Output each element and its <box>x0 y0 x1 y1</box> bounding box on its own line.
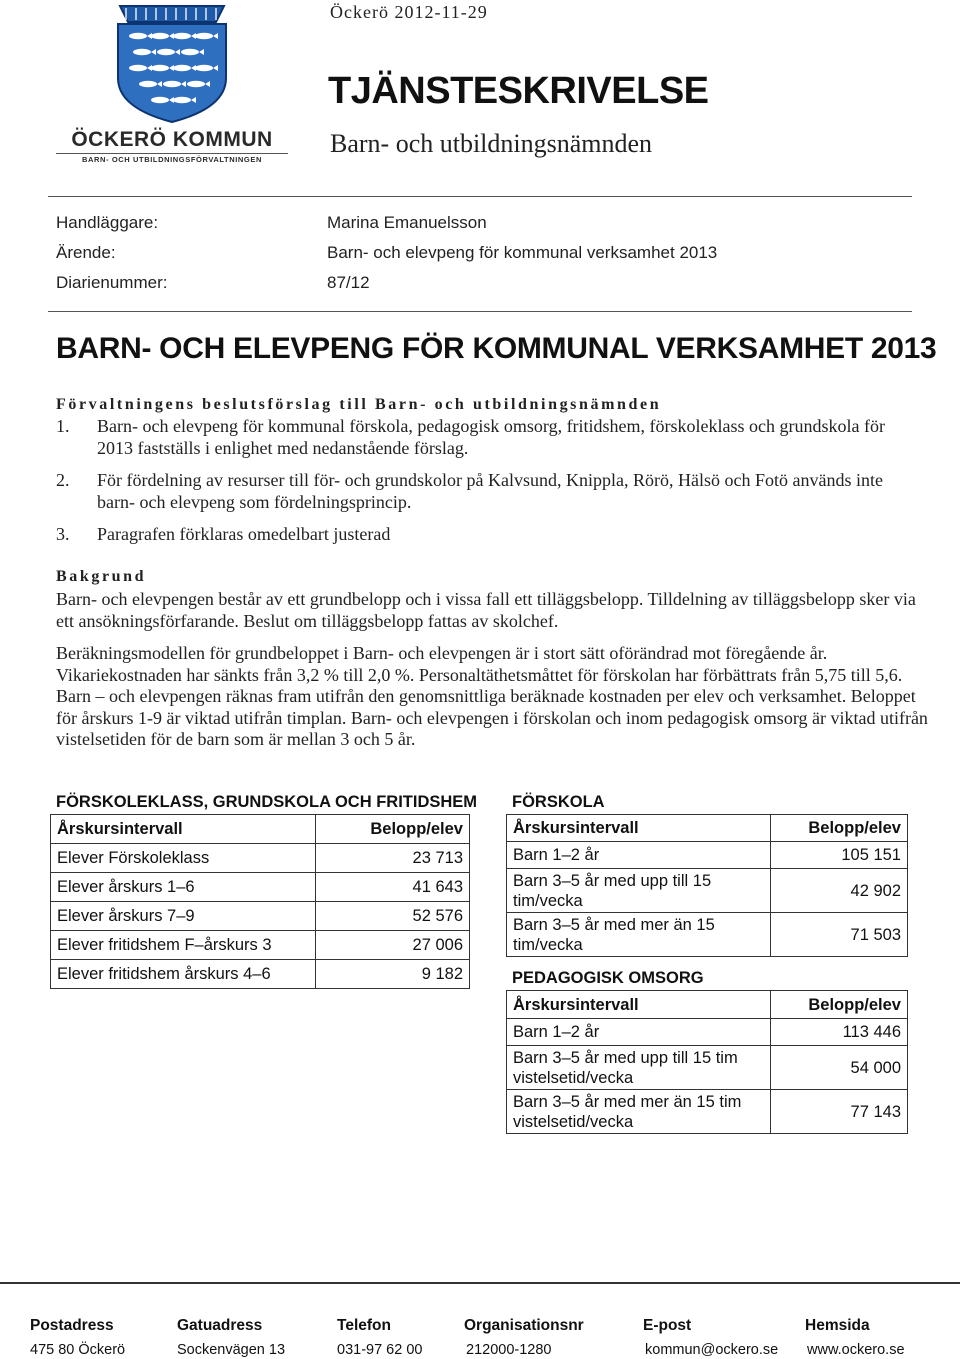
footer-website-link[interactable]: www.ockero.se <box>807 1342 905 1358</box>
table-header-row <box>507 815 908 842</box>
row-label: Elever årskurs 1–6 <box>51 873 316 902</box>
row-label: Barn 3–5 år med mer än 15 tim vistelsetid/vecka <box>507 1090 771 1134</box>
footer-telefon: 031-97 62 00 <box>337 1342 423 1358</box>
municipality-logo <box>56 0 288 164</box>
footer-label-organisationsnr: Organisationsnr <box>464 1317 584 1334</box>
proposal-heading: Förvaltningens beslutsförslag till Barn- och utbildningsnämnden <box>56 396 662 413</box>
footer-label-telefon: Telefon <box>337 1317 391 1334</box>
coat-of-arms-icon <box>56 0 288 128</box>
table-row <box>51 931 470 960</box>
row-label: Barn 3–5 år med upp till 15 tim/vecka <box>507 869 771 913</box>
proposal-item: Barn- och elevpeng för kommunal förskola, pedagogisk omsorg, fritidshem, förskoleklass och grundskola för 2013 fastställs i enlighet med nedanstående förslag. <box>97 416 886 458</box>
table-row <box>507 1046 908 1090</box>
column-header: Belopp/elev <box>771 991 908 1019</box>
item-number: 1. <box>56 416 70 436</box>
column-header: Årskursintervall <box>507 815 771 842</box>
footer-label-hemsida: Hemsida <box>805 1317 870 1334</box>
handlaggare-label: Handläggare: <box>56 213 159 232</box>
row-value: 42 902 <box>771 869 908 913</box>
table-row <box>507 1090 908 1134</box>
footer-label-epost: E-post <box>643 1317 692 1334</box>
table-row <box>507 913 908 957</box>
row-value: 52 576 <box>316 902 470 931</box>
proposal-item: Paragrafen förklaras omedelbart justerad <box>97 524 391 544</box>
background-paragraph: Barn- och elevpengen består av ett grundbelopp och i vissa fall ett tilläggsbelopp. Tilldelning av tilläggsbelopp sker via ett ansökningsförfarande. Beslut om tilläggsbelopp fattas av skolchef. <box>56 589 916 631</box>
row-value: 105 151 <box>771 842 908 869</box>
row-label: Barn 1–2 år <box>507 842 771 869</box>
row-value: 41 643 <box>316 873 470 902</box>
page-title: BARN- OCH ELEVPENG FÖR KOMMUNAL VERKSAMHET 2013 <box>56 332 937 365</box>
row-value: 77 143 <box>771 1090 908 1134</box>
row-value: 9 182 <box>316 960 470 989</box>
preschool-amount-table <box>506 814 908 957</box>
row-value: 27 006 <box>316 931 470 960</box>
row-value: 71 503 <box>771 913 908 957</box>
footer-gatuadress: Sockenvägen 13 <box>177 1342 286 1358</box>
row-value: 113 446 <box>771 1019 908 1046</box>
row-label: Barn 3–5 år med upp till 15 tim vistelsetid/vecka <box>507 1046 771 1090</box>
logo-text <box>56 128 288 164</box>
column-header: Belopp/elev <box>316 815 470 844</box>
footer-email-link[interactable]: kommun@ockero.se <box>645 1342 779 1358</box>
divider <box>48 311 912 312</box>
divider <box>48 196 912 197</box>
table-row <box>507 842 908 869</box>
footer-organisationsnr: 212000-1280 <box>466 1342 552 1358</box>
document-date: Öckerö 2012-11-29 <box>330 2 488 22</box>
logo-name: ÖCKERÖ KOMMUN <box>71 128 273 151</box>
table-row <box>51 902 470 931</box>
diarienummer-value: 87/12 <box>327 273 370 292</box>
table-header-row <box>51 815 470 844</box>
item-number: 2. <box>56 470 70 490</box>
diarienummer-label: Diarienummer: <box>56 273 168 292</box>
row-value: 54 000 <box>771 1046 908 1090</box>
table-row <box>51 844 470 873</box>
column-header: Årskursintervall <box>507 991 771 1019</box>
handlaggare-value: Marina Emanuelsson <box>327 213 487 232</box>
column-header: Belopp/elev <box>771 815 908 842</box>
row-label: Elever fritidshem årskurs 4–6 <box>51 960 316 989</box>
department-name: Barn- och utbildningsnämnden <box>330 129 653 158</box>
footer-label-postadress: Postadress <box>30 1317 114 1334</box>
row-value: 23 713 <box>316 844 470 873</box>
table-row <box>51 873 470 902</box>
row-label: Barn 3–5 år med mer än 15 tim/vecka <box>507 913 771 957</box>
row-label: Barn 1–2 år <box>507 1019 771 1046</box>
row-label: Elever fritidshem F–årskurs 3 <box>51 931 316 960</box>
table-header-row <box>507 991 908 1019</box>
background-heading: Bakgrund <box>56 568 147 585</box>
preschool-table-heading: FÖRSKOLA <box>512 793 605 811</box>
school-table-heading: FÖRSKOLEKLASS, GRUNDSKOLA OCH FRITIDSHEM <box>56 793 478 811</box>
footer-postadress: 475 80 Öckerö <box>30 1342 126 1358</box>
logo-subtitle: BARN- OCH UTBILDNINGSFÖRVALTNINGEN <box>56 153 288 164</box>
background-paragraph: Beräkningsmodellen för grundbeloppet i Barn- och elevpengen är i stort sätt oförändrad mot föregående år. Vikariekostnaden har sänkts från 3,2 % till 2,0 %. Personaltäthetsmåttet för förskolan har förbättrats från 5,75 till 5,6. Barn – och elevpengen räknas fram utifrån den genomsnittliga beräknade kostnaden per elev och verksamhet. Beloppet för årskurs 1-9 är viktad utifrån timplan. Barn- och elevpengen i förskolan och inom pedagogisk omsorg är viktad utifrån vistelsetiden för de barn som är mellan 3 och 5 år. <box>56 643 928 749</box>
table-row <box>507 1019 908 1046</box>
arende-label: Ärende: <box>56 243 116 262</box>
pedagogical-table-heading: PEDAGOGISK OMSORG <box>512 969 704 987</box>
column-header: Årskursintervall <box>51 815 316 844</box>
table-row <box>507 869 908 913</box>
pedagogical-amount-table <box>506 990 908 1134</box>
footer-divider <box>0 1282 960 1284</box>
footer-label-gatuadress: Gatuadress <box>177 1317 263 1334</box>
document-type: TJÄNSTESKRIVELSE <box>328 70 709 112</box>
school-amount-table <box>50 814 470 989</box>
item-number: 3. <box>56 524 70 544</box>
row-label: Elever Förskoleklass <box>51 844 316 873</box>
table-row <box>51 960 470 989</box>
arende-value: Barn- och elevpeng för kommunal verksamhet 2013 <box>327 243 718 262</box>
proposal-item: För fördelning av resurser till för- och grundskolor på Kalvsund, Knippla, Rörö, Hälsö och Fotö används inte barn- och elevpeng som fördelningsprincip. <box>97 470 883 512</box>
row-label: Elever årskurs 7–9 <box>51 902 316 931</box>
